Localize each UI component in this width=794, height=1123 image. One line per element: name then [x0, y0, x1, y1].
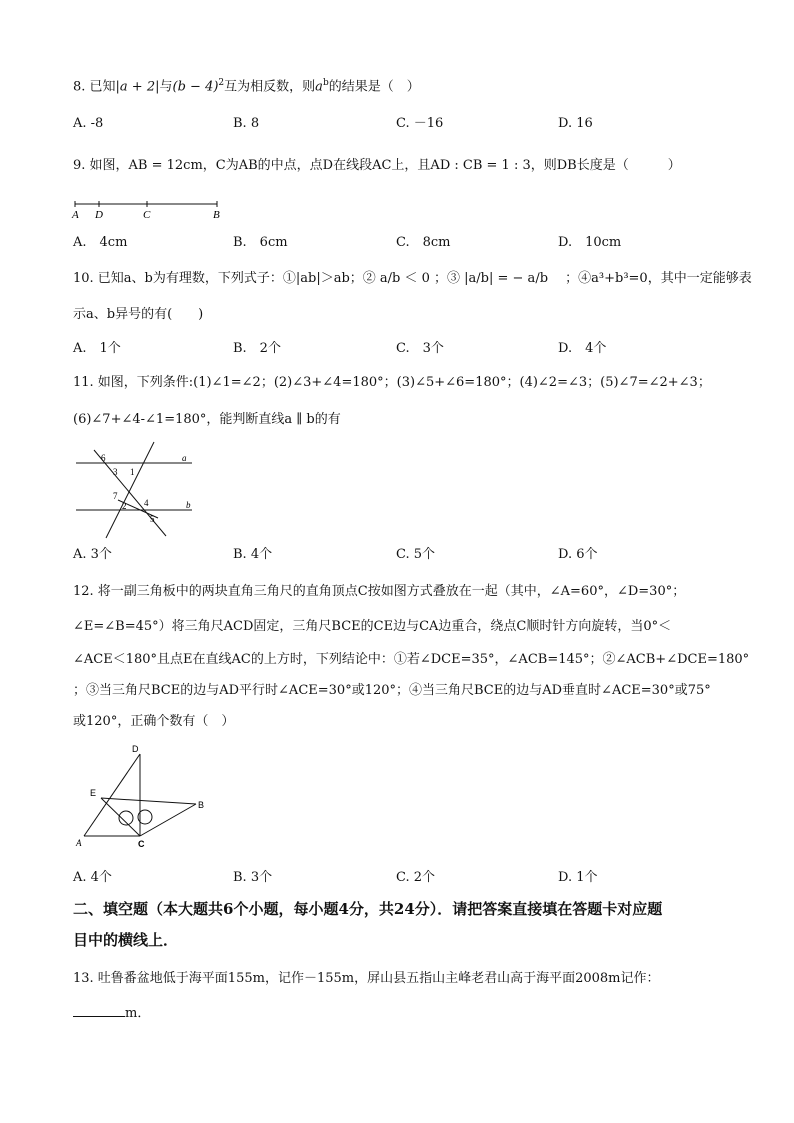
point-a-label: A: [76, 838, 82, 848]
question-11-option-d: D. 6个: [558, 547, 598, 562]
section-2-heading-line-2: 目中的横线上．: [73, 931, 179, 949]
question-11-stem-line-1: 11. 如图，下列条件:(1)∠1=∠2；(2)∠3+∠4=180°；(3)∠5+∠6=180°；(4)∠2=∠3；(5)∠7=∠2+∠3；: [73, 375, 711, 390]
angle-3-label: 3: [113, 467, 118, 477]
angle-5-label: 5: [150, 514, 155, 524]
point-c-label: C: [138, 839, 145, 849]
question-10-option-a: A. 1个: [73, 341, 121, 356]
question-13-stem-line-2: m．: [73, 1004, 150, 1023]
question-12-triangle-figure: [74, 740, 214, 850]
point-b-label: B: [213, 209, 220, 221]
question-11-option-b: B. 4个: [233, 547, 273, 562]
question-8-stem: 8. 已知|a + 2|与$(b - 4)^2$互为相反数，则$a^b$的结果是（ ）: [73, 78, 420, 95]
question-9-option-d: D. 10cm: [558, 235, 622, 250]
angle-2-label: 2: [122, 501, 127, 511]
question-11-parallel-lines-figure: [74, 440, 204, 540]
line-a-label: a: [182, 453, 187, 463]
point-a-label: A: [72, 209, 79, 221]
question-10-stem-line-1: 10. 已知a、b为有理数，下列式子：①|ab|＞ab；② a/b ＜ 0 ；③ |a/b| = − a/b ；④a³+b³=0，其中一定能够表: [73, 271, 752, 286]
point-e-label: E: [90, 788, 97, 798]
question-10-option-b: B. 2个: [233, 341, 281, 356]
point-d-label: D: [95, 209, 103, 221]
question-11-option-a: A. 3个: [73, 547, 112, 562]
section-2-heading-line-1: 二、填空题（本大题共6个小题，每小题4分，共24分）．请把答案直接填在答题卡对应题: [73, 900, 663, 918]
question-11-stem-line-2: (6)∠7+∠4-∠1=180°，能判断直线a ∥ b的有: [73, 412, 341, 427]
question-12-option-d: D. 1个: [558, 870, 598, 885]
question-9-segment-figure: [70, 196, 230, 222]
question-8-option-a: A. -8: [73, 116, 104, 131]
answer-blank[interactable]: [73, 1004, 125, 1017]
point-d-label: D: [132, 744, 139, 754]
question-12-option-b: B. 3个: [233, 870, 273, 885]
question-8-option-c: C. －16: [396, 116, 444, 131]
question-10-stem-line-2: 示a、b异号的有( ): [73, 307, 204, 322]
question-8-option-d: D. 16: [558, 116, 593, 131]
question-13-stem-line-1: 13. 吐鲁番盆地低于海平面155m，记作－155m，屏山县五指山主峰老君山高于海平面2008m记作：: [73, 971, 660, 986]
point-b-label: B: [198, 800, 205, 810]
angle-4-label: 4: [144, 498, 149, 508]
question-10-option-c: C. 3个: [396, 341, 444, 356]
question-12-stem-line-4: ；③当三角尺BCE的边与AD平行时∠ACE=30°或120°；④当三角尺BCE的边与AD垂直时∠ACE=30°或75°: [73, 683, 711, 698]
question-9-option-a: A. 4cm: [73, 235, 128, 250]
angle-7-label: 7: [113, 491, 118, 501]
question-12-option-a: A. 4个: [73, 870, 112, 885]
question-12-stem-line-5: 或120°，正确个数有（ ）: [73, 714, 235, 729]
angle-6-label: 6: [101, 453, 106, 463]
question-11-option-c: C. 5个: [396, 547, 436, 562]
question-9-option-c: C. 8cm: [396, 235, 451, 250]
question-9-option-b: B. 6cm: [233, 235, 288, 250]
question-9-stem: 9. 如图，AB = 12cm，C为AB的中点，点D在线段AC上，且AD : CB = 1 : 3，则DB长度是（ ）: [73, 158, 681, 173]
question-10-option-d: D. 4个: [558, 341, 607, 356]
point-c-label: C: [143, 209, 151, 221]
question-8-option-b: B. 8: [233, 116, 260, 131]
question-12-option-c: C. 2个: [396, 870, 436, 885]
question-12-stem-line-2: ∠E=∠B=45°）将三角尺ACD固定，三角尺BCE的CE边与CA边重合，绕点C顺时针方向旋转，当0°＜: [73, 619, 672, 634]
question-12-stem-line-1: 12. 将一副三角板中的两块直角三角尺的直角顶点C按如图方式叠放在一起（其中，∠A=60°，∠D=30°；: [73, 584, 686, 599]
question-12-stem-line-3: ∠ACE＜180°且点E在直线AC的上方时，下列结论中：①若∠DCE=35°，∠ACB=145°；②∠ACB+∠DCE=180°: [73, 652, 750, 667]
angle-1-label: 1: [130, 467, 135, 477]
line-b-label: b: [186, 500, 191, 510]
